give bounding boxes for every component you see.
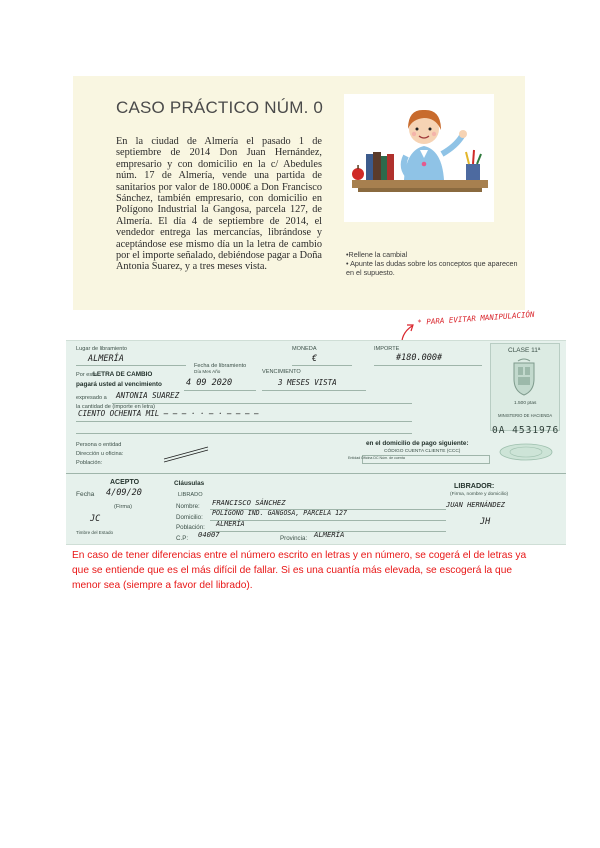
lugar-value[interactable]: ALMERÍA: [88, 354, 124, 364]
serial-number: 0A 4531976: [492, 425, 560, 436]
beneficiario-line: [112, 403, 412, 404]
guilloche-ornament: [496, 441, 556, 463]
case-title: CASO PRÁCTICO NÚM. 0: [116, 98, 324, 117]
label-domicilio-pago: en el domicilio de pago siguiente:: [366, 440, 469, 447]
label-pagara: pagará usted al vencimiento: [76, 381, 162, 388]
domicilio-value[interactable]: POLÍGONO IND. GANGOSA, PARCELA 127: [212, 509, 347, 517]
label-provincia: Provincia:: [280, 535, 308, 542]
nombre-line: [210, 509, 446, 510]
label-librador-sub: (Firma, nombre y domicilio): [450, 492, 509, 497]
importe-value[interactable]: #180.000#: [396, 353, 443, 363]
label-clausulas: Cláusulas: [174, 480, 205, 487]
label-por-esta: Por esta: [76, 372, 97, 378]
cantidad-line-2: [76, 433, 412, 434]
label-vencimiento: VENCIMIENTO: [262, 369, 301, 375]
note-text: En caso de tener diferencias entre el número escrito en letras y en número, se cogerá el de letras ya que se entiende que es el más difícil de fallar. Si es una cuantía más elevada, se escogerá la que menor sea (siempre a favor del librado).: [72, 550, 527, 591]
tip-item: • Apunte las dudas sobre los conceptos que aparecen en el supuesto.: [346, 259, 518, 278]
nombre-value[interactable]: FRANCISCO SÁNCHEZ: [212, 498, 286, 507]
scribble-mark: [162, 443, 212, 463]
fecha-line: [184, 390, 256, 391]
firma-aceptante[interactable]: JC: [90, 514, 101, 524]
cp-value[interactable]: 04007: [198, 530, 220, 539]
cantidad-line: [76, 421, 412, 422]
label-ministerio: MINISTERIO DE HACIENDA: [498, 413, 553, 418]
moneda-line: [292, 365, 352, 366]
moneda-value[interactable]: €: [312, 354, 318, 364]
cantidad-value[interactable]: CIENTO OCHENTA MIL — — — · · — · — — — —: [78, 409, 259, 418]
acepto-fecha-value[interactable]: 4/09/20: [106, 488, 142, 498]
teacher-illustration: [344, 94, 494, 222]
librador-firma[interactable]: JH: [480, 517, 491, 527]
label-poblacion: Población:: [76, 460, 103, 466]
label-clase: CLASE 11ª: [508, 347, 541, 354]
tips-list: [346, 250, 526, 278]
lugar-line: [76, 365, 186, 366]
label-expresado: expresado a: [76, 395, 107, 401]
fecha-value[interactable]: 4 09 2020: [186, 378, 233, 388]
case-body: En la ciudad de Almería el pasado 1 de septiembre de 2014 Don Juan Hernández, empresario y con domicilio en la c/ Abedules núm. 17 de Almería, vende una partida de sanitarios por valor de 180.000€ a Don Francisco Sánchez, también empresario, con domicilio en Polígono Industrial la Gangosa, parcela 127, de Almería. El día 4 de septiembre de 2014, el vendedor entrega las mercancías, librándose y aceptándose ese mismo día un la letra de cambio por el importe señalado, debiéndose pagar a Doña Antonia Suarez, y a tres meses vista.: [116, 136, 322, 273]
importe-line: [374, 365, 482, 366]
label-importe: IMPORTE: [374, 346, 400, 352]
label-firma: (Firma): [114, 504, 133, 510]
librador-nombre[interactable]: JUAN HERNÁNDEZ: [446, 501, 506, 509]
label-fecha: Fecha de libramiento: [194, 363, 247, 369]
label-acepto: ACEPTO: [110, 479, 140, 486]
red-annotation: * PARA EVITAR MANIPULACIÓN: [417, 309, 535, 327]
beneficiario-value[interactable]: ANTONIA SUAREZ: [116, 391, 180, 400]
poblacion-value[interactable]: ALMERÍA: [216, 520, 245, 528]
stamp-value: 1.500 ptas: [514, 401, 537, 406]
label-timbre: Timbre del Estado: [76, 530, 114, 535]
label-ccc-cols: Entidad Oficina DC Núm. de cuenta: [348, 456, 405, 460]
label-cp: C.P:: [176, 535, 189, 542]
domicilio-line: [210, 520, 446, 521]
label-nombre: Nombre:: [176, 503, 200, 510]
bill-of-exchange: [66, 340, 566, 545]
label-codigo-cuenta: CÓDIGO CUENTA CLIENTE (CCC): [384, 449, 461, 454]
label-persona: Persona o entidad: [76, 442, 122, 448]
label-librado: LIBRADO: [178, 492, 203, 498]
label-direccion: Dirección u oficina:: [76, 451, 124, 457]
coat-of-arms-icon: [506, 357, 542, 397]
vencimiento-line: [262, 390, 366, 391]
vencimiento-value[interactable]: 3 MESES VISTA: [278, 378, 337, 387]
provincia-value[interactable]: ALMERÍA: [314, 530, 345, 539]
tip-item: •Rellene la cambial: [346, 250, 408, 259]
label-letra: LETRA DE CAMBIO: [93, 371, 153, 378]
label-cantidad: la cantidad de (importe en letra): [76, 404, 155, 410]
label-lugar: Lugar de libramiento: [76, 346, 127, 352]
label-dia-mes-ano: Día Mes Año: [194, 369, 221, 374]
label-poblacion-librado: Población:: [176, 524, 205, 531]
label-moneda: MONEDA: [292, 346, 317, 352]
poblacion-line: [210, 531, 446, 532]
label-domicilio: Domicilio:: [176, 514, 203, 521]
divider: [66, 473, 566, 474]
label-fecha-acepto: Fecha: [76, 491, 95, 498]
label-librador: LIBRADOR:: [454, 481, 495, 490]
